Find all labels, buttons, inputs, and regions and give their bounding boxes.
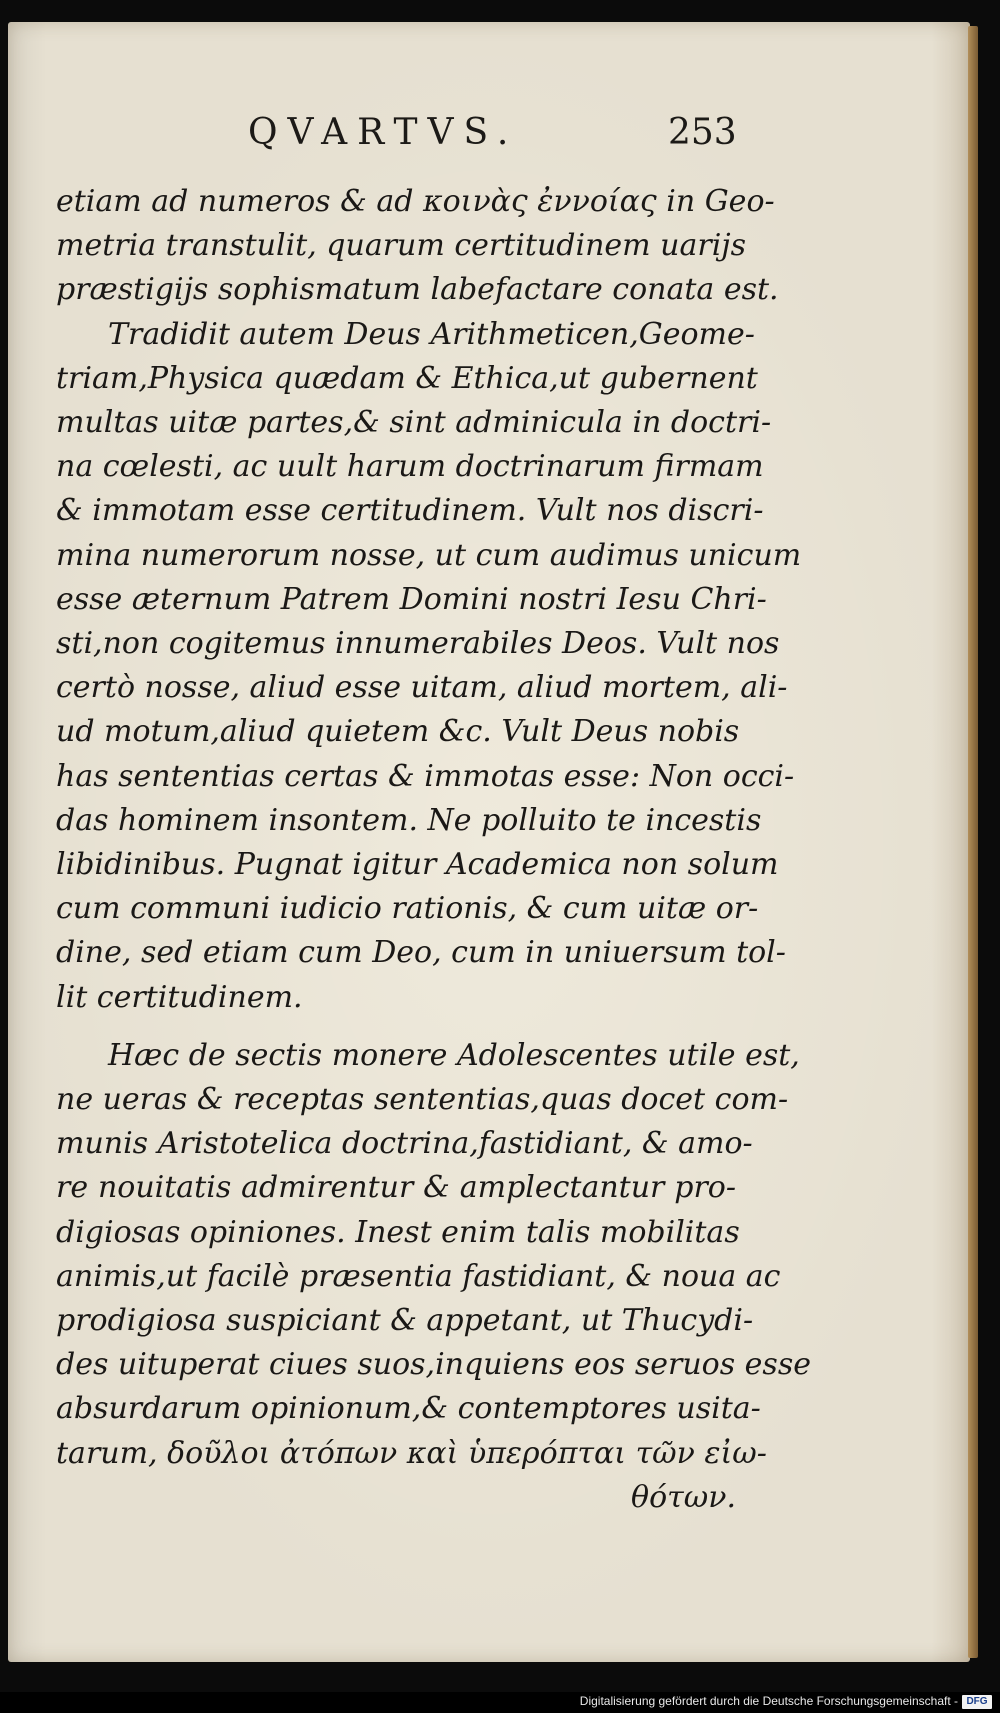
text-line: mina numerorum nosse, ut cum audimus unicum	[56, 537, 802, 573]
text-line: absurdarum opinionum,& contemptores usita-	[56, 1391, 761, 1427]
page-number: 253	[668, 112, 737, 153]
page-edge	[968, 26, 978, 1658]
footer-bar	[0, 1692, 1000, 1713]
text-line: munis Aristotelica doctrina,fastidiant, & amo-	[56, 1126, 753, 1162]
dfg-logo: DFG	[962, 1695, 992, 1709]
text-line: animis,ut facilè præsentia fastidiant, & noua ac	[56, 1258, 781, 1294]
text-line: ud motum,aliud quietem &c. Vult Deus nobis	[56, 714, 740, 750]
running-head: QVARTVS.	[248, 112, 519, 153]
text-line: tarum, δοῦλοι ἀτόπων καὶ ὑπερόπται τῶν εἰω-	[56, 1435, 767, 1471]
body-text	[56, 180, 811, 1520]
text-line: na cœlesti, ac uult harum doctrinarum firmam	[56, 449, 764, 485]
text-line: certò nosse, aliud esse uitam, aliud mortem, ali-	[56, 670, 788, 706]
text-line: prodigiosa suspiciant & appetant, ut Thucydi-	[56, 1303, 754, 1339]
text-line: multas uitæ partes,& sint adminicula in doctri-	[56, 405, 772, 441]
text-line: & immotam esse certitudinem. Vult nos discri-	[56, 493, 764, 529]
text-line: triam,Physica quædam & Ethica,ut gubernent	[56, 360, 758, 396]
text-line: libidinibus. Pugnat igitur Academica non solum	[56, 847, 779, 883]
book-page	[8, 22, 970, 1662]
text-line: des uituperat ciues suos,inquiens eos seruos esse	[56, 1347, 811, 1383]
text-line: digiosas opiniones. Inest enim talis mobilitas	[56, 1214, 740, 1250]
page-header	[8, 112, 970, 162]
text-line: cum communi iudicio rationis, & cum uitæ or-	[56, 891, 759, 927]
text-line: Tradidit autem Deus Arithmeticen,Geome-	[108, 316, 755, 352]
text-line: das hominem insontem. Ne polluito te incestis	[56, 802, 762, 838]
text-line: metria transtulit, quarum certitudinem uarijs	[56, 228, 746, 264]
text-line: ne ueras & receptas sententias,quas docet com-	[56, 1082, 789, 1118]
text-line: præstigijs sophismatum labefactare conata est.	[56, 272, 779, 308]
text-line: has sententias certas & immotas esse: Non occi-	[56, 758, 795, 794]
text-line: Hæc de sectis monere Adolescentes utile est,	[108, 1037, 800, 1073]
text-line: sti,non cogitemus innumerabiles Deos. Vult nos	[56, 626, 780, 662]
text-line: re nouitatis admirentur & amplectantur pro-	[56, 1170, 736, 1206]
text-line: θότων.	[631, 1479, 736, 1515]
funding-note: Digitalisierung gefördert durch die Deutsche Forschungsgemeinschaft -	[579, 1694, 958, 1708]
text-line: dine, sed etiam cum Deo, cum in uniuersum tol-	[56, 935, 786, 971]
text-line: esse æternum Patrem Domini nostri Iesu Chri-	[56, 581, 767, 617]
paragraph-gap	[56, 1020, 736, 1034]
text-line: lit certitudinem.	[56, 979, 303, 1015]
text-line: etiam ad numeros & ad κοινὰς ἐννοίας in Geo-	[56, 184, 775, 219]
